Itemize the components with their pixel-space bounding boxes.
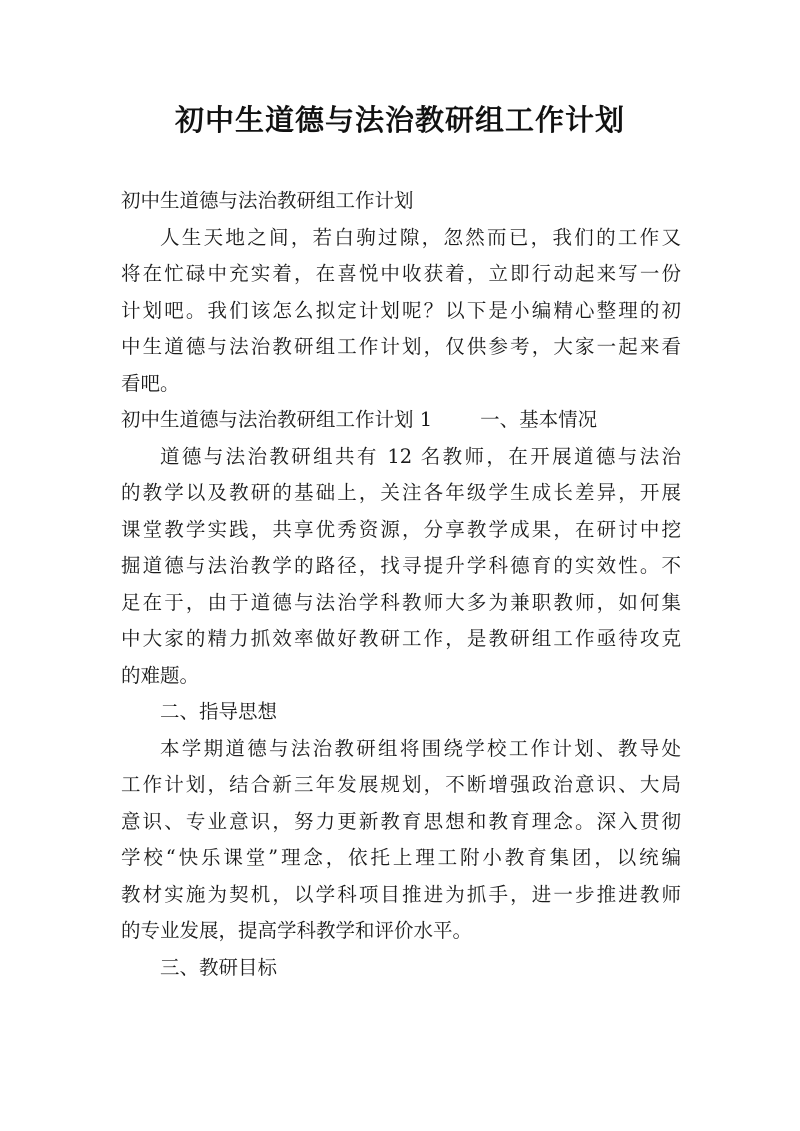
section2-line: 学校“快乐课堂”理念，依托上理工附小教育集团，以统编 <box>121 846 681 869</box>
section2-line: 工作计划，结合新三年发展规划，不断增强政治意识、大局 <box>121 773 681 796</box>
document-body <box>121 183 681 986</box>
section-heading-guiding: 二、指导思想 <box>160 700 278 723</box>
plan-heading: 初中生道德与法治教研组工作计划 1 <box>121 408 433 431</box>
section1-line: 的难题。 <box>121 663 200 687</box>
intro-line: 计划吧。我们该怎么拟定计划呢？以下是小编精心整理的初 <box>121 298 681 322</box>
section2-line: 意识、专业意识，努力更新教育思想和教育理念。深入贯彻 <box>121 809 681 833</box>
section1-line: 掘道德与法治教学的路径，找寻提升学科德育的实效性。不 <box>121 554 681 577</box>
document-subtitle: 初中生道德与法治教研组工作计划 <box>121 189 414 212</box>
plan-heading-row <box>121 402 681 439</box>
section2-line: 的专业发展，提高学科教学和评价水平。 <box>121 919 473 942</box>
intro-line: 人生天地之间，若白驹过隙，忽然而已，我们的工作又 <box>160 225 681 249</box>
section1-line: 中大家的精力抓效率做好教研工作，是教研组工作亟待攻克 <box>121 627 681 650</box>
section2-line: 本学期道德与法治教研组将围绕学校工作计划、教导处 <box>160 736 681 760</box>
section1-line: 足在于，由于道德与法治学科教师大多为兼职教师，如何集 <box>121 590 681 614</box>
section1-line: 道德与法治教研组共有 12 名教师，在开展道德与法治 <box>160 444 681 468</box>
intro-line: 看吧。 <box>121 371 180 395</box>
section1-line: 的教学以及教研的基础上，关注各年级学生成长差异，开展 <box>121 481 681 504</box>
document-title: 初中生道德与法治教研组工作计划 <box>174 103 625 137</box>
intro-line: 将在忙碌中充实着，在喜悦中收获着，立即行动起来写一份 <box>121 262 681 285</box>
section1-line: 课堂教学实践，共享优秀资源，分享教学成果，在研讨中挖 <box>121 517 681 541</box>
section2-line: 教材实施为契机，以学科项目推进为抓手，进一步推进教师 <box>121 882 681 906</box>
section-heading-goals: 三、教研目标 <box>160 955 278 979</box>
intro-line: 中生道德与法治教研组工作计划，仅供参考，大家一起来看 <box>121 335 681 358</box>
section-heading-basic: 一、基本情况 <box>480 408 598 431</box>
